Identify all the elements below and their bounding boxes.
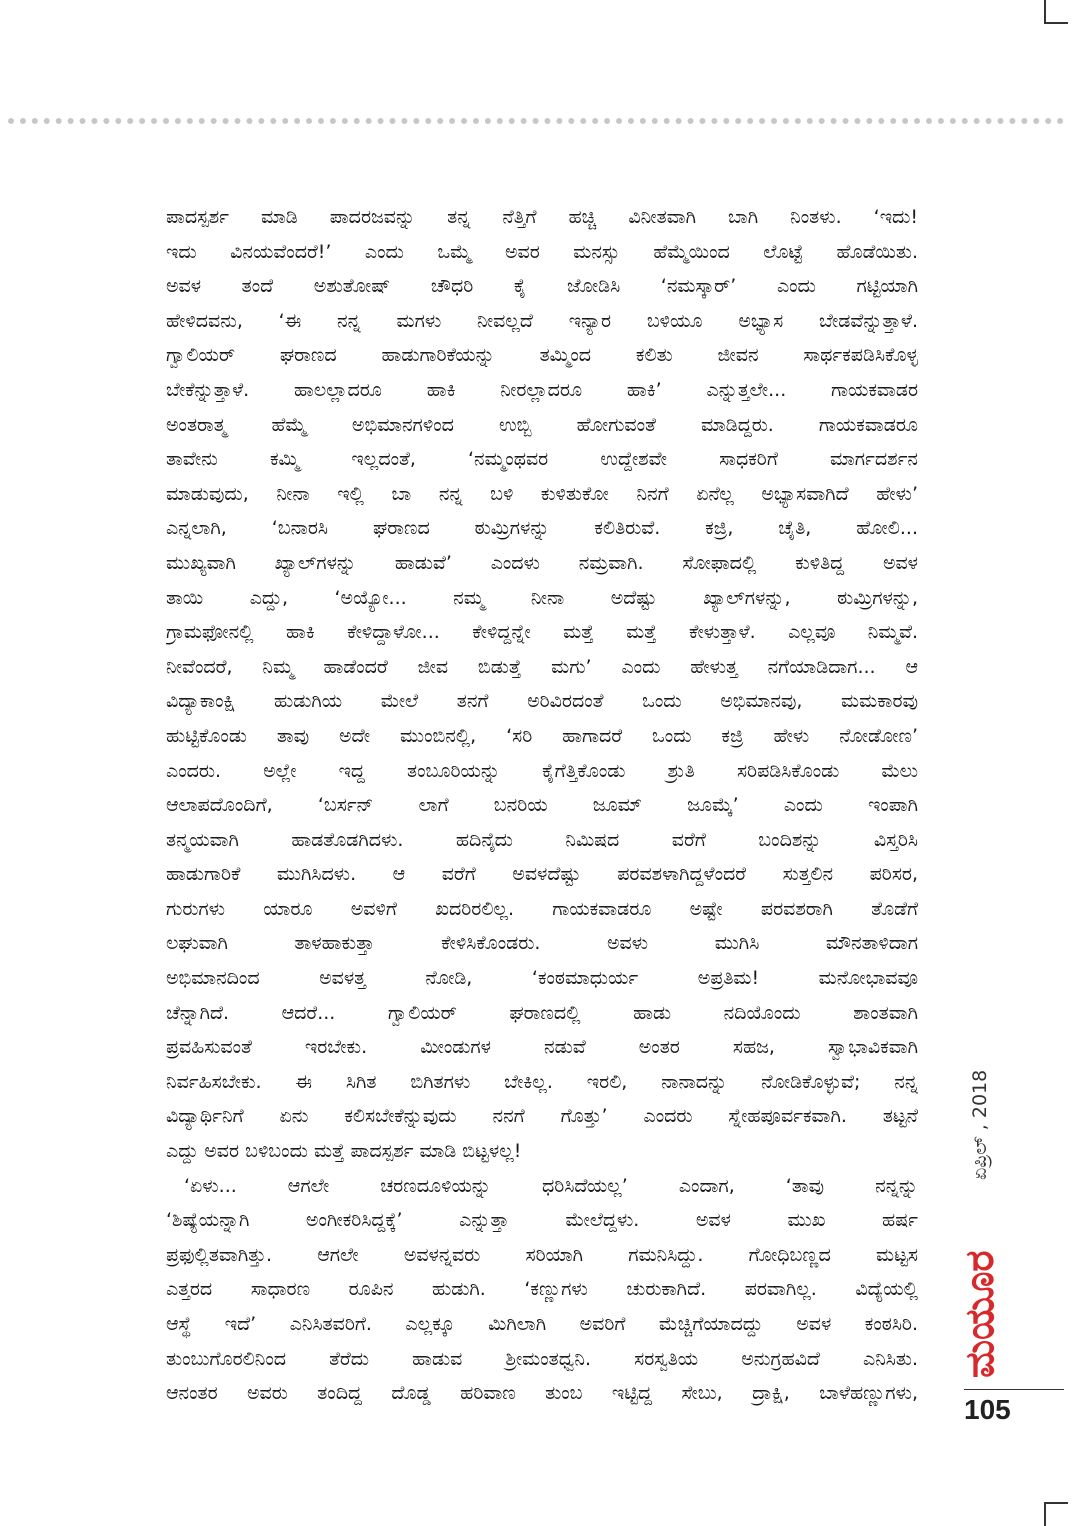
text-line: ಹಾಡುಗಾರಿಕೆ ಮುಗಿಸಿದಳು. ಆ ವರೆಗೆ ಅವಳದೆಷ್ಟು ಪರವಶಳಾಗಿದ್ದಳೆಂದರೆ ಸುತ್ತಲಿನ ಪರಿಸರ, xyxy=(166,863,918,886)
dotted-header-rule xyxy=(8,118,1064,124)
text-line: ಚೆನ್ನಾಗಿದೆ. ಆದರೆ... ಗ್ವಾಲಿಯರ್ ಘರಾಣದಲ್ಲಿ ಹಾಡು ನದಿಯೊಂದು ಶಾಂತವಾಗಿ xyxy=(166,1001,918,1024)
text-line: ಎನ್ನಲಾಗಿ, ‘ಬನಾರಸಿ ಘರಾಣದ ಠುಮ್ರಿಗಳನ್ನು ಕಲಿತಿರುವೆ. ಕಜ್ರಿ, ಚೈತಿ, ಹೋಲಿ... xyxy=(166,517,918,540)
text-line: ಎಂದರು. ಅಲ್ಲೇ ಇದ್ದ ತಂಬೂರಿಯನ್ನು ಕೈಗೆತ್ತಿಕೊಂಡು ಶ್ರುತಿ ಸರಿಪಡಿಸಿಕೊಂಡು ಮೆಲು xyxy=(166,759,918,782)
text-line: ನಿರ್ವಹಿಸಬೇಕು. ಈ ಸಿಗಿತ ಬಿಗಿತಗಳು ಬೇಕಿಲ್ಲ. ಇರಲಿ, ನಾನಾದನ್ನು ನೋಡಿಕೊಳ್ಳುವೆ; ನನ್ನ xyxy=(166,1070,918,1093)
paragraph-start-line: ‘ಏಳು... ಆಗಲೇ ಚರಣದೂಳಿಯನ್ನು ಧರಿಸಿದೆಯಲ್ಲ’ ಎಂದಾಗ, ‘ತಾವು ನನ್ನನ್ನು xyxy=(184,1174,918,1197)
text-line: ಪಾದಸ್ಪರ್ಶ ಮಾಡಿ ಪಾದರಜವನ್ನು ತನ್ನ ನೆತ್ತಿಗೆ ಹಚ್ಚಿ ವಿನೀತವಾಗಿ ಬಾಗಿ ನಿಂತಳು. ‘ಇದು! xyxy=(166,206,918,228)
text-line: ತನ್ಮಯವಾಗಿ ಹಾಡತೊಡಗಿದಳು. ಹದಿನೈದು ನಿಮಿಷದ ವರೆಗೆ ಬಂದಿಶನ್ನು ವಿಸ್ತರಿಸಿ xyxy=(166,828,918,851)
text-line: ಬೇಕೆನ್ನುತ್ತಾಳೆ. ಹಾಲಲ್ಲಾದರೂ ಹಾಕಿ ನೀರಲ್ಲಾದರೂ ಹಾಕಿ’ ಎನ್ನುತ್ತಲೇ... ಗಾಯಕವಾಡರ xyxy=(166,378,918,401)
page-number: 105 xyxy=(964,1394,1011,1425)
text-line: ಆಲಾಪದೊಂದಿಗೆ, ‘ಬರ್ಸನ್ ಲಾಗೆ ಬನರಿಯ ಜೂಮ್ ಜೂಮ್ಕೆ’ ಎಂದು ಇಂಪಾಗಿ xyxy=(166,794,918,817)
text-line: ತಾಯಿ ಎದ್ದು, ‘ಅಯ್ಯೋ... ನಮ್ಮ ನೀನಾ ಅದೆಷ್ಟು ಖ್ಯಾಲ್‌ಗಳನ್ನು, ಠುಮ್ರಿಗಳನ್ನು, xyxy=(166,586,918,609)
text-line: ಇದು ವಿನಯವೆಂದರೆ!’ ಎಂದು ಒಮ್ಮೆ ಅವರ ಮನಸ್ಸು ಹೆಮ್ಮೆಯಿಂದ ಲೊಟ್ಟೆ ಹೊಡೆಯಿತು. xyxy=(166,240,918,263)
issue-date: ಏಪ್ರಿಲ್ , 2018 xyxy=(969,1069,991,1180)
text-line: ಅಭಿಮಾನದಿಂದ ಅವಳತ್ತ ನೋಡಿ, ‘ಕಂಠಮಾಧುರ್ಯ ಅಪ್ರತಿಮ! ಮನೋಭಾವವೂ xyxy=(166,967,918,990)
text-line: ಅವಳ ತಂದೆ ಅಶುತೋಷ್ ಚೌಧರಿ ಕೈ ಜೋಡಿಸಿ ‘ನಮಸ್ಕಾರ್’ ಎಂದು ಗಟ್ಟಿಯಾಗಿ xyxy=(166,275,918,298)
crop-mark-bottom xyxy=(1044,1502,1068,1526)
text-line: ಅಂತರಾತ್ಮ ಹೆಮ್ಮೆ ಅಭಿಮಾನಗಳಿಂದ ಉಬ್ಬಿ ಹೋಗುವಂತೆ ಮಾಡಿದ್ದರು. ಗಾಯಕವಾಡರೂ xyxy=(166,413,918,436)
crop-mark-top xyxy=(1044,0,1068,24)
text-line: ನೀವೆಂದರೆ, ನಿಮ್ಮ ಹಾಡೆಂದರೆ ಜೀವ ಬಿಡುತ್ತೆ ಮಗು’ ಎಂದು ಹೇಳುತ್ತ ನಗೆಯಾಡಿದಾಗ... ಆ xyxy=(166,655,918,678)
text-line: ಪ್ರಫುಲ್ಲಿತವಾಗಿತ್ತು. ಆಗಲೇ ಅವಳನ್ನವರು ಸರಿಯಾಗಿ ಗಮನಿಸಿದ್ದು. ಗೋಧಿಬಣ್ಣದ ಮಟ್ಟಸ xyxy=(166,1243,918,1266)
text-line: ಆನಂತರ ಅವರು ತಂದಿದ್ದ ದೊಡ್ಡ ಹರಿವಾಣ ತುಂಬ ಇಟ್ಟಿದ್ದ ಸೇಬು, ದ್ರಾಕ್ಷಿ, ಬಾಳೆಹಣ್ಣುಗಳು, xyxy=(166,1382,918,1405)
text-line: ತಾವೇನು ಕಮ್ಮಿ ಇಲ್ಲದಂತೆ, ‘ನಮ್ಮಂಥವರ ಉದ್ದೇಶವೇ ಸಾಧಕರಿಗೆ ಮಾರ್ಗದರ್ಶನ xyxy=(166,448,918,471)
magazine-logo: ಮಯೂರ xyxy=(957,1250,1003,1378)
page-number-rule xyxy=(964,1389,1064,1390)
text-line: ಆಸ್ಥೆ ಇದೆ’ ಎನಿಸಿತವರಿಗೆ. ಎಲ್ಲಕ್ಕೂ ಮಿಗಿಲಾಗಿ ಅವರಿಗೆ ಮೆಚ್ಚಿಗೆಯಾದದ್ದು ಅವಳ ಕಂಠಸಿರಿ. xyxy=(166,1313,918,1335)
text-line: ಹೇಳಿದವನು, ‘ಈ ನನ್ನ ಮಗಳು ನೀವಲ್ಲದೆ ಇನ್ಯಾರ ಬಳಿಯೂ ಅಭ್ಯಾಸ ಬೇಡವೆನ್ನುತ್ತಾಳೆ. xyxy=(166,309,918,332)
text-line: ಮಾಡುವುದು, ನೀನಾ ಇಲ್ಲಿ ಬಾ ನನ್ನ ಬಳಿ ಕುಳಿತುಕೋ ನಿನಗೆ ಏನೆಲ್ಲ ಅಭ್ಯಾಸವಾಗಿದೆ ಹೇಳು’ xyxy=(166,482,918,505)
text-line: ವಿದ್ಯಾರ್ಥಿನಿಗೆ ಏನು ಕಲಿಸಬೇಕೆನ್ನುವುದು ನನಗೆ ಗೊತ್ತು’ ಎಂದರು ಸ್ನೇಹಪೂರ್ವಕವಾಗಿ. ತಟ್ಟನೆ xyxy=(166,1105,918,1128)
text-line: ಗುರುಗಳು ಯಾರೂ ಅವಳಿಗೆ ಖದರಿರಲಿಲ್ಲ. ಗಾಯಕವಾಡರೂ ಅಷ್ಟೇ ಪರವಶರಾಗಿ ತೊಡೆಗೆ xyxy=(166,897,918,920)
text-line: ವಿದ್ಯಾಕಾಂಕ್ಷಿ ಹುಡುಗಿಯ ಮೇಲೆ ತನಗೆ ಅರಿವಿರದಂತೆ ಒಂದು ಅಭಿಮಾನವು, ಮಮಕಾರವು xyxy=(166,690,918,713)
text-line: ಗ್ವಾಲಿಯರ್ ಘರಾಣದ ಹಾಡುಗಾರಿಕೆಯನ್ನು ತಮ್ಮಿಂದ ಕಲಿತು ಜೀವನ ಸಾರ್ಥಕಪಡಿಸಿಕೊಳ್ಳ xyxy=(166,344,918,367)
side-masthead xyxy=(950,1069,1010,1380)
text-line: ಪ್ರವಹಿಸುವಂತೆ ಇರಬೇಕು. ಮೀಂಡುಗಳ ನಡುವೆ ಅಂತರ ಸಹಜ, ಸ್ವಾಭಾವಿಕವಾಗಿ xyxy=(166,1036,918,1059)
text-line: ಹುಟ್ಟಿಕೊಂಡು ತಾವು ಅದೇ ಮುಂಬಿನಲ್ಲಿ, ‘ಸರಿ ಹಾಗಾದರೆ ಒಂದು ಕಜ್ರಿ ಹೇಳು ನೋಡೋಣ’ xyxy=(166,724,918,747)
text-line: ಮುಖ್ಯವಾಗಿ ಖ್ಯಾಲ್‌ಗಳನ್ನು ಹಾಡುವೆ’ ಎಂದಳು ನಮ್ರವಾಗಿ. ಸೋಫಾದಲ್ಲಿ ಕುಳಿತಿದ್ದ ಅವಳ xyxy=(166,551,918,574)
text-line: ‘ಶಿಷ್ಯೆಯನ್ನಾಗಿ ಅಂಗೀಕರಿಸಿದ್ದಕ್ಕೆ’ ಎನ್ನುತ್ತಾ ಮೇಲೆದ್ದಳು. ಅವಳ ಮುಖ ಹರ್ಷ xyxy=(166,1209,918,1232)
paragraph-end-line: ಎದ್ದು ಅವರ ಬಳಿಬಂದು ಮತ್ತೆ ಪಾದಸ್ಪರ್ಶ ಮಾಡಿ ಬಿಟ್ಟಳಲ್ಲ! xyxy=(166,1140,522,1163)
text-line: ಗ್ರಾಮಫೋನಲ್ಲಿ ಹಾಕಿ ಕೇಳಿದ್ದಾಳೋ... ಕೇಳಿದ್ದನ್ನೇ ಮತ್ತೆ ಮತ್ತೆ ಕೇಳುತ್ತಾಳೆ. ಎಲ್ಲವೂ ನಿಮ್ಮವೆ. xyxy=(166,621,918,644)
text-line: ತುಂಬುಗೊರಲಿನಿಂದ ತೆರೆದು ಹಾಡುವ ಶ್ರೀಮಂತಧ್ವನಿ. ಸರಸ್ವತಿಯ ಅನುಗ್ರಹವಿದೆ ಎನಿಸಿತು. xyxy=(166,1347,918,1370)
article-body xyxy=(166,200,918,1411)
text-line: ಲಘುವಾಗಿ ತಾಳಹಾಕುತ್ತಾ ಕೇಳಿಸಿಕೊಂಡರು. ಅವಳು ಮುಗಿಸಿ ಮೌನತಾಳಿದಾಗ xyxy=(166,932,918,955)
text-line: ಎತ್ತರದ ಸಾಧಾರಣ ರೂಪಿನ ಹುಡುಗಿ. ‘ಕಣ್ಣುಗಳು ಚುರುಕಾಗಿದೆ. ಪರವಾಗಿಲ್ಲ. ವಿದ್ಯೆಯಲ್ಲಿ xyxy=(166,1278,918,1301)
